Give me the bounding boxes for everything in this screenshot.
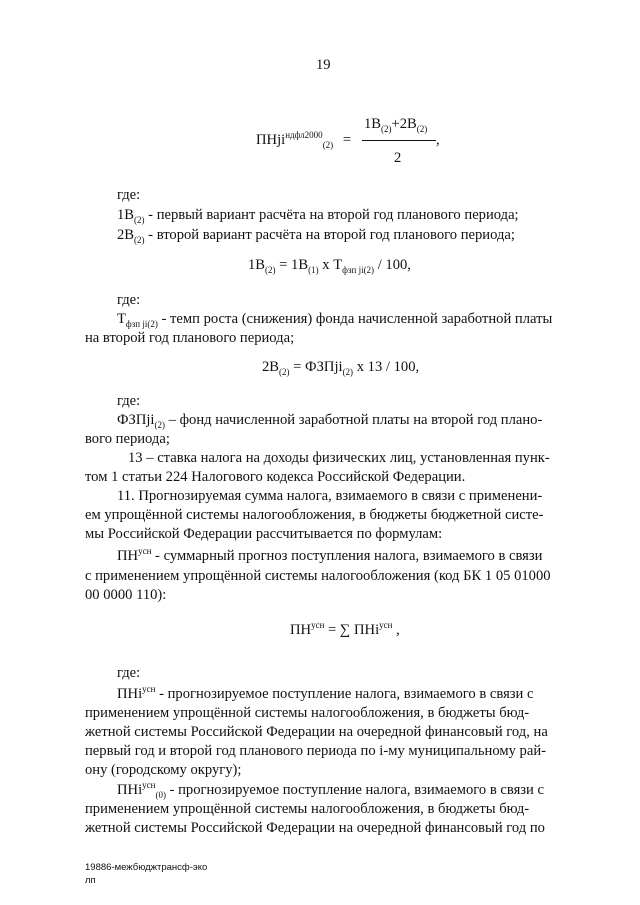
definition-2v2: $2В_{(2)}$ - второй вариант расчёта на второй год планового периода; [117,227,515,245]
formula-1-tail: , [436,132,440,148]
definition-fzp: ФЗПji$_{(2)}$ – фонд начисленной заработной платы на второй год плано- [117,412,543,430]
formula-1-denominator: 2 [394,150,402,166]
definition-pni-usn-0-line2: применением упрощённой системы налогообложения, в бюджеты бюд- [85,801,530,817]
formula-4: $ПН^{усн}$ = ∑ ПНi$^{усн}$ , [290,620,400,638]
definition-pn-usn: $ПН^{усн}$ - суммарный прогноз поступления налога, взимаемого в связи [117,546,543,564]
paragraph-11-line2: ем упрощённой системы налогообложения, в бюджеты бюджетной систе- [85,507,544,523]
definition-tfzp-cont: на второй год планового периода; [85,330,295,346]
where-label: где: [117,292,141,308]
paragraph-11: 11. Прогнозируемая сумма налога, взимаемого в связи с применени- [117,488,543,504]
footer-initials: лп [85,875,96,886]
definition-pni-usn: ПНi$^{усн}$ - прогнозируемое поступление налога, взимаемого в связи с [117,684,534,702]
definition-pni-usn-line5: ону (городскому округу); [85,762,242,778]
definition-pn-usn-line2: с применением упрощённой системы налогообложения (код БК 1 05 01000 [85,568,551,584]
definition-pni-usn-0: ПНi$^{усн}_{(0)}$ - прогнозируемое поступление налога, взимаемого в связи с [117,780,544,800]
definition-rate-cont: том 1 статьи 224 Налогового кодекса Российской Федерации. [85,469,466,485]
definition-rate: 13 – ставка налога на доходы физических лиц, установленная пунк- [128,450,550,466]
where-label: где: [117,393,141,409]
formula-2: $1В_{(2)} = 1В_{(1)}$ х $Т_{фзп ji(2)} / 100$, [248,257,411,275]
paragraph-11-line3: мы Российской Федерации рассчитывается по формулам: [85,526,443,542]
definition-pni-usn-line4: первый год и второй год планового периода по i-му муниципальному рай- [85,743,546,759]
formula-3: $2В_{(2)}$ = ФЗПji$_{(2)}$ х 13 / 100, [262,359,420,377]
formula-1-lhs: ПНji$^{ндфл2000}_{(2)}$ = [256,130,352,150]
definition-fzp-cont: вого периода; [85,431,170,447]
where-label: где: [117,665,141,681]
definition-pni-usn-line3: жетной системы Российской Федерации на очередной финансовый год, на [85,724,548,740]
formula-1-numerator: $1В_{(2)}+2В_{(2)}$ [364,116,428,134]
page-number: 19 [316,57,331,73]
definition-tfzp: $Т_{фзп ji(2)}$ - темп роста (снижения) фонда начисленной заработной платы [117,311,553,329]
fraction-bar [362,140,436,141]
definition-pni-usn-line2: применением упрощённой системы налогообложения, в бюджеты бюд- [85,705,530,721]
definition-pn-usn-line3: 00 0000 110): [85,587,167,603]
where-label: где: [117,187,141,203]
footer-file-id: 19886-межбюджтрансф-эко [85,862,208,873]
definition-pni-usn-0-line3: жетной системы Российской Федерации на очередной финансовый год по [85,820,545,836]
definition-1v2: $1В_{(2)}$ - первый вариант расчёта на второй год планового периода; [117,207,519,225]
